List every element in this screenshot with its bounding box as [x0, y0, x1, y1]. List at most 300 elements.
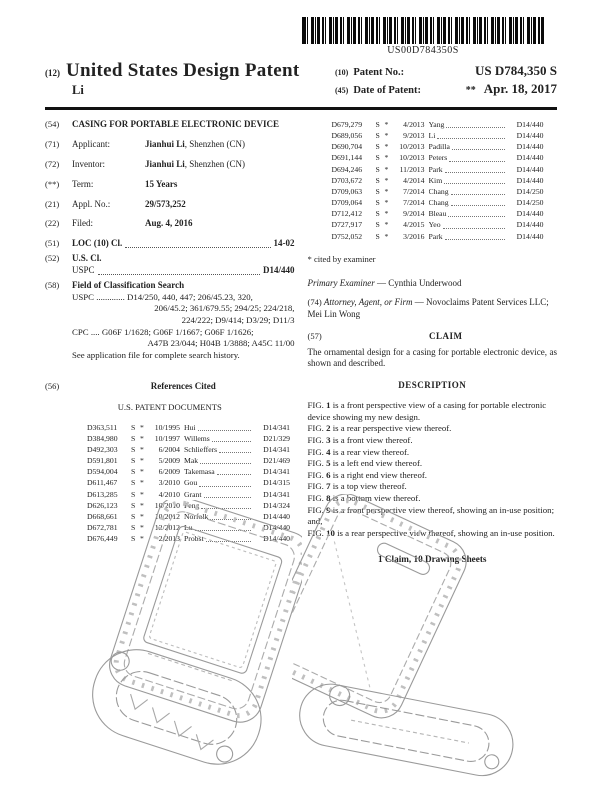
reference-row: [87, 433, 290, 444]
applicant-name: Jianhui Li: [145, 138, 185, 149]
ref-examiner-star: *: [140, 534, 144, 544]
claim-text: The ornamental design for a casing for portable electronic device, as shown and described.: [307, 346, 557, 369]
page-title: United States Design Patent: [66, 60, 300, 81]
field-tag: (72): [45, 158, 60, 169]
ref-examiner-star: *: [140, 511, 144, 521]
fig-text: is a top view thereof.: [332, 481, 407, 492]
claim-heading: CLAIM: [429, 330, 463, 341]
ref-kind-code: S: [375, 198, 380, 208]
ref-inventor-cell: [429, 119, 507, 130]
field-tag: (21): [45, 198, 60, 209]
ref-inventor: Yang: [428, 120, 445, 129]
header-rule: [45, 107, 557, 110]
figure-description-line: [308, 423, 558, 435]
field-tag: (74): [307, 296, 322, 307]
ref-kind-code: S: [375, 131, 380, 141]
uspc-search-line-3: 224/222; D9/414; D3/29; D11/3: [181, 314, 295, 325]
ref-kind-code: S: [131, 478, 136, 488]
reference-row: [332, 152, 544, 163]
fig-number: 6: [326, 469, 331, 480]
figure-description-line: [308, 458, 558, 470]
field-tag: (22): [45, 218, 60, 229]
ref-inventor: Kim: [428, 175, 443, 185]
fig-label: FIG.: [307, 400, 324, 411]
ref-classification: D14/341: [263, 422, 290, 432]
ref-classification: D14/440: [516, 209, 544, 219]
ref-kind-code: S: [375, 120, 380, 129]
fig-label: FIG.: [307, 469, 324, 480]
field-22-filed: [45, 218, 295, 230]
dot-leader: [125, 247, 270, 248]
ref-inventor: Padilla: [428, 142, 450, 152]
ref-examiner-star: *: [140, 467, 144, 477]
search-block: [72, 280, 295, 362]
ref-date: 10/2013: [399, 153, 425, 163]
ref-examiner-star: *: [140, 456, 144, 466]
filed-label: Filed:: [72, 218, 94, 229]
ref-date: 3/2016: [403, 231, 425, 241]
fig-label: FIG.: [307, 493, 324, 504]
ref-classification: D14/324: [263, 500, 290, 510]
us-patent-documents-heading: U.S. PATENT DOCUMENTS: [117, 402, 222, 413]
ref-classification: D14/341: [263, 467, 290, 477]
reference-row: [332, 231, 544, 242]
patent-no-value: US D784,350 S: [475, 63, 557, 78]
ref-inventor: Bleau: [428, 209, 447, 219]
fig-text: is a bottom view thereof.: [332, 493, 421, 504]
reference-row: [332, 119, 544, 130]
dot-leader: [217, 474, 251, 475]
ref-patent-number: D679,279: [331, 120, 363, 129]
field-tag: (56): [45, 381, 60, 392]
ref-examiner-star: *: [384, 175, 389, 185]
ref-inventor: Takemasa: [184, 467, 215, 477]
uspc-search-line-1: USPC ............. D14/250, 440, 447; 206/45.23, 320,: [72, 291, 253, 302]
fig-label: FIG.: [307, 481, 324, 492]
ref-inventor: Park: [428, 231, 443, 241]
ref-classification: D14/440: [516, 231, 544, 241]
description-heading: DESCRIPTION: [398, 380, 467, 391]
uspc-search-line-2: 206/45.2; 361/679.55; 294/25; 224/218,: [154, 303, 295, 314]
dot-leader: [219, 452, 251, 453]
field-tag: (51): [45, 238, 60, 249]
ref-date: 6/2009: [158, 467, 180, 477]
ref-inventor-cell: [429, 197, 507, 208]
inventor-name: Jianhui Li: [145, 158, 185, 169]
ref-classification: D14/341: [263, 444, 290, 454]
ref-examiner-star: *: [384, 164, 389, 174]
ref-inventor: Norfolk: [184, 511, 209, 521]
kind-code-tag: (12): [45, 68, 60, 78]
filed-line: [72, 218, 295, 230]
ref-date: 11/2013: [399, 164, 425, 174]
uspc-line: [72, 265, 295, 277]
ref-inventor: Willems: [184, 433, 210, 443]
ref-inventor-cell: [429, 186, 507, 197]
ref-classification: D14/440: [263, 534, 290, 544]
ref-classification: D14/440: [263, 511, 290, 521]
fig-text: is a rear perspective view thereof.: [332, 423, 452, 434]
dot-leader: [451, 205, 505, 206]
ref-inventor-cell: [184, 444, 253, 455]
fig-text: is a left end view thereof.: [332, 458, 423, 469]
ref-examiner-star: *: [140, 523, 144, 533]
ref-inventor: Lu: [184, 523, 193, 533]
ref-inventor-cell: [184, 466, 253, 477]
field-21-appl-no: [45, 199, 295, 211]
fig-number: 3: [326, 435, 331, 446]
ref-patent-number: D712,412: [331, 209, 363, 219]
dot-leader: [200, 463, 251, 464]
dot-leader: [445, 172, 505, 173]
appl-no-value: 29/573,252: [145, 198, 186, 209]
fig-number: 4: [326, 446, 331, 457]
ref-inventor-cell: [429, 164, 507, 175]
ref-date: 4/2013: [403, 120, 425, 129]
dot-leader: [212, 441, 251, 442]
ref-inventor-cell: [429, 175, 507, 186]
fig-number: 2: [326, 423, 331, 434]
ref-inventor: Grant: [184, 489, 202, 499]
fig-label: FIG.: [307, 504, 324, 515]
ref-classification: D14/341: [263, 489, 290, 499]
ref-examiner-star: *: [384, 131, 389, 141]
field-52-us-cl: [45, 253, 295, 277]
ref-kind-code: S: [131, 511, 136, 521]
reference-row: [332, 186, 544, 197]
ref-patent-number: D690,704: [331, 142, 363, 152]
ref-inventor: Mak: [184, 456, 199, 466]
reference-row: [87, 455, 290, 466]
reference-row: [332, 197, 544, 208]
fig-number: 8: [326, 493, 331, 504]
reference-row: [87, 422, 290, 433]
patent-no-tag: (10): [335, 68, 349, 77]
ref-date: 10/2010: [154, 500, 180, 510]
ref-inventor-cell: [184, 455, 253, 466]
ref-classification: D14/440: [263, 523, 290, 533]
barcode-block: [300, 17, 546, 56]
field-71-applicant: [45, 139, 295, 151]
ref-patent-number: D752,052: [331, 231, 363, 241]
ref-classification: D21/329: [263, 433, 290, 443]
ref-inventor: Li: [428, 131, 436, 141]
fig-text: is a front perspective view of a casing for portable electronic device showing my new design.: [307, 400, 547, 422]
ref-examiner-star: *: [384, 153, 389, 163]
ref-kind-code: S: [131, 444, 136, 454]
ref-patent-number: D668,661: [87, 511, 118, 521]
loc-label: LOC (10) Cl.: [72, 238, 123, 249]
fig-number: 9: [326, 504, 331, 515]
dot-leader: [198, 430, 251, 431]
invention-title: CASING FOR PORTABLE ELECTRONIC DEVICE: [72, 119, 280, 129]
ref-date: 4/2014: [403, 175, 425, 185]
dot-leader: [199, 486, 251, 487]
fig-label: FIG.: [307, 423, 324, 434]
applicant-line: [72, 139, 295, 151]
ref-date: 12/2012: [154, 523, 180, 533]
ref-classification: D14/440: [516, 175, 544, 185]
us-cl-label: U.S. Cl.: [72, 253, 102, 264]
reference-row: [332, 175, 544, 186]
reference-row: [332, 219, 544, 230]
ref-kind-code: S: [375, 231, 380, 241]
figure-description-line: [308, 400, 558, 423]
ref-kind-code: S: [375, 220, 380, 230]
ref-patent-number: D694,246: [331, 164, 363, 174]
ref-examiner-star: *: [384, 198, 389, 208]
ref-patent-number: D691,144: [331, 153, 363, 163]
ref-kind-code: S: [375, 142, 380, 152]
fig-text: is a front view thereof.: [332, 435, 413, 446]
search-label: Field of Classification Search: [72, 279, 185, 290]
ref-inventor: Schlieffers: [184, 444, 218, 454]
ref-inventor-cell: [429, 152, 507, 163]
ref-kind-code: S: [131, 456, 136, 466]
ref-kind-code: S: [131, 489, 136, 499]
ref-inventor: Chang: [428, 198, 449, 208]
ref-classification: D14/250: [516, 198, 544, 208]
ref-examiner-star: *: [140, 422, 144, 432]
ref-inventor: Gou: [184, 478, 198, 488]
fig-label: FIG.: [307, 458, 324, 469]
dot-leader: [437, 138, 504, 139]
ref-classification: D14/440: [516, 120, 544, 129]
field-tag: (52): [45, 253, 60, 264]
reference-row: [87, 477, 290, 488]
ref-examiner-star: *: [140, 489, 144, 499]
appl-no-label: Appl. No.:: [72, 198, 111, 209]
appl-no-line: [72, 199, 295, 211]
dot-leader: [445, 239, 505, 240]
applicant-location: , Shenzhen (CN): [184, 138, 246, 149]
attorney-label: Attorney, Agent, or Firm: [323, 296, 413, 307]
field-54-title: [45, 119, 295, 131]
uspc-label: USPC: [72, 265, 95, 275]
dot-leader: [443, 228, 505, 229]
ref-patent-number: D591,801: [87, 456, 118, 466]
reference-row: [87, 444, 290, 455]
claim-heading-row: [308, 331, 558, 343]
ref-examiner-star: *: [140, 444, 144, 454]
filed-value: Aug. 4, 2016: [145, 218, 193, 229]
field-tag: (58): [45, 279, 60, 290]
fig-text: is a rear view thereof.: [332, 446, 410, 457]
ref-date: 9/2014: [403, 209, 425, 219]
ref-inventor: Park: [428, 164, 443, 174]
ref-inventor-cell: [184, 422, 253, 433]
field-tag: (54): [45, 119, 60, 129]
ref-inventor-cell: [429, 141, 507, 152]
term-label: Term:: [72, 178, 94, 189]
date-value: [445, 81, 557, 97]
fig-label: FIG.: [307, 527, 324, 538]
term-value: 15 Years: [145, 178, 178, 189]
ref-classification: D14/440: [516, 131, 544, 141]
ref-date: 10/2012: [154, 511, 180, 521]
fig-number: 5: [326, 458, 331, 469]
date-label: Date of Patent:: [353, 85, 421, 96]
ref-date: 6/2004: [158, 444, 180, 454]
inventor-surname: Li: [72, 83, 84, 97]
rear-perspective-drawing: [292, 494, 548, 780]
ref-examiner-star: *: [140, 433, 144, 443]
ref-inventor: Yeo: [428, 220, 441, 230]
field-56-references: [45, 381, 295, 393]
ref-date: 7/2014: [403, 198, 425, 208]
ref-date: 4/2015: [403, 220, 425, 230]
inventor-label: Inventor:: [72, 158, 105, 169]
fig-label: FIG.: [307, 435, 324, 446]
ref-kind-code: S: [375, 209, 380, 219]
search-history-note: See application file for complete search history.: [72, 349, 240, 360]
patent-no-label: Patent No.:: [353, 67, 405, 78]
us-patent-references-right: [332, 119, 544, 242]
fig-number: 1: [326, 400, 331, 411]
ref-date: 9/2013: [403, 131, 425, 141]
references-cited-heading: References Cited: [150, 381, 216, 392]
ref-examiner-star: *: [384, 120, 389, 129]
ref-patent-number: D594,004: [87, 467, 118, 477]
loc-line: [72, 238, 295, 250]
primary-examiner-label: Primary Examiner: [307, 278, 375, 289]
ref-patent-number: D384,980: [87, 433, 118, 443]
dot-leader: [446, 127, 504, 128]
claims-sheets-summary: 1 Claim, 10 Drawing Sheets: [378, 553, 487, 564]
ref-inventor-cell: [429, 219, 507, 230]
field-term: [45, 179, 295, 191]
ref-inventor-cell: [429, 130, 507, 141]
ref-classification: D14/440: [516, 142, 544, 152]
header-right: [335, 60, 557, 99]
ref-kind-code: S: [375, 164, 380, 174]
ref-date: 7/2014: [403, 186, 425, 196]
ref-examiner-star: *: [384, 220, 389, 230]
ref-classification: D14/440: [516, 164, 544, 174]
front-perspective-svg: [90, 500, 302, 796]
ref-examiner-star: *: [384, 231, 389, 241]
reference-row: [332, 130, 544, 141]
ref-kind-code: S: [131, 534, 136, 544]
primary-examiner-name: — Cynthia Underwood: [377, 278, 462, 289]
ref-date: 5/2009: [158, 456, 180, 466]
attorney-value: — Novoclaims Patent Services LLC; Mei Lin Wong: [307, 296, 549, 319]
ref-classification: D14/440: [516, 153, 544, 163]
field-tag: (**): [45, 178, 60, 189]
header-left: [45, 60, 335, 99]
fig-text: is a right end view thereof.: [332, 469, 427, 480]
barcode-number: US00D784350S: [387, 45, 459, 56]
search-classes: [72, 292, 295, 362]
ref-patent-number: D672,781: [87, 523, 118, 533]
primary-examiner-line: [308, 278, 558, 290]
cpc-search-line-2: A47B 23/044; H04B 1/3888; A45C 11/00: [147, 338, 295, 349]
ref-kind-code: S: [375, 153, 380, 163]
fig-label: FIG.: [307, 446, 324, 457]
ref-kind-code: S: [131, 467, 136, 477]
loc-value: 14-02: [273, 238, 295, 249]
ref-patent-number: D611,467: [87, 478, 118, 488]
ref-inventor: Peng: [184, 500, 200, 510]
ref-patent-number: D709,063: [331, 186, 363, 196]
ref-patent-number: D626,123: [87, 500, 118, 510]
applicant-label: Applicant:: [72, 138, 110, 149]
ref-kind-code: S: [375, 175, 380, 185]
ref-classification: D14/250: [516, 186, 544, 196]
attorney-line: [308, 297, 558, 321]
field-72-inventor: [45, 159, 295, 171]
field-tag: (57): [307, 330, 322, 341]
date-text: Apr. 18, 2017: [483, 81, 557, 96]
term-line: [72, 179, 295, 191]
ref-kind-code: S: [131, 523, 136, 533]
ref-patent-number: D363,511: [87, 422, 118, 432]
ref-patent-number: D709,064: [331, 198, 363, 208]
ref-examiner-star: *: [384, 186, 389, 196]
ref-inventor: Hui: [184, 422, 196, 432]
field-tag: (71): [45, 138, 60, 149]
barcode: [302, 17, 544, 44]
reference-row: [87, 466, 290, 477]
figure-description-line: [308, 435, 558, 447]
cpc-search-line-1: CPC .... G06F 1/1628; G06F 1/1667; G06F 1/1626;: [72, 326, 254, 337]
dot-leader: [98, 274, 260, 275]
ref-date: 4/2010: [158, 489, 180, 499]
ref-inventor: Chang: [428, 186, 449, 196]
ref-examiner-star: *: [140, 500, 144, 510]
ref-inventor-cell: [429, 231, 507, 242]
uspc-value: D14/440: [263, 265, 295, 275]
ref-kind-code: S: [131, 500, 136, 510]
fig-text: is a rear perspective view thereof, showing an in-use position.: [337, 527, 555, 538]
cited-by-examiner-note: * cited by examiner: [307, 253, 376, 264]
dot-leader: [449, 161, 504, 162]
ref-date: 10/1997: [154, 433, 180, 443]
ref-date: 10/2013: [399, 142, 425, 152]
ref-date: 10/1995: [154, 422, 180, 432]
drawing-figures: [0, 492, 600, 800]
reference-row: [332, 164, 544, 175]
ref-patent-number: D703,672: [331, 175, 363, 185]
dot-leader: [452, 149, 505, 150]
dot-leader: [444, 183, 504, 184]
us-cl-block: [72, 253, 295, 277]
ref-inventor-cell: [184, 477, 253, 488]
ref-patent-number: D727,917: [331, 220, 363, 230]
term-asterisks: **: [465, 85, 476, 96]
field-58-search: [45, 280, 295, 362]
ref-kind-code: S: [131, 422, 136, 432]
inventor-line: [72, 159, 295, 171]
ref-patent-number: D689,056: [331, 131, 363, 141]
ref-examiner-star: *: [384, 209, 389, 219]
ref-inventor-cell: [184, 433, 253, 444]
inventor-location: , Shenzhen (CN): [184, 158, 246, 169]
fig-number: 7: [326, 481, 331, 492]
ref-date: 3/2010: [158, 478, 180, 488]
ref-patent-number: D676,449: [87, 534, 118, 544]
ref-kind-code: S: [375, 186, 380, 196]
figure-description-line: [308, 470, 558, 482]
field-51-loc: [45, 238, 295, 250]
document-header: [45, 60, 557, 99]
ref-inventor: Peters: [428, 153, 448, 163]
figure-description-line: [308, 447, 558, 459]
rear-perspective-svg: [292, 494, 548, 780]
ref-inventor-cell: [429, 208, 507, 219]
ref-patent-number: D492,303: [87, 444, 118, 454]
fig-text: is a front perspective view thereof, showing an in-use position; and,: [307, 504, 555, 527]
